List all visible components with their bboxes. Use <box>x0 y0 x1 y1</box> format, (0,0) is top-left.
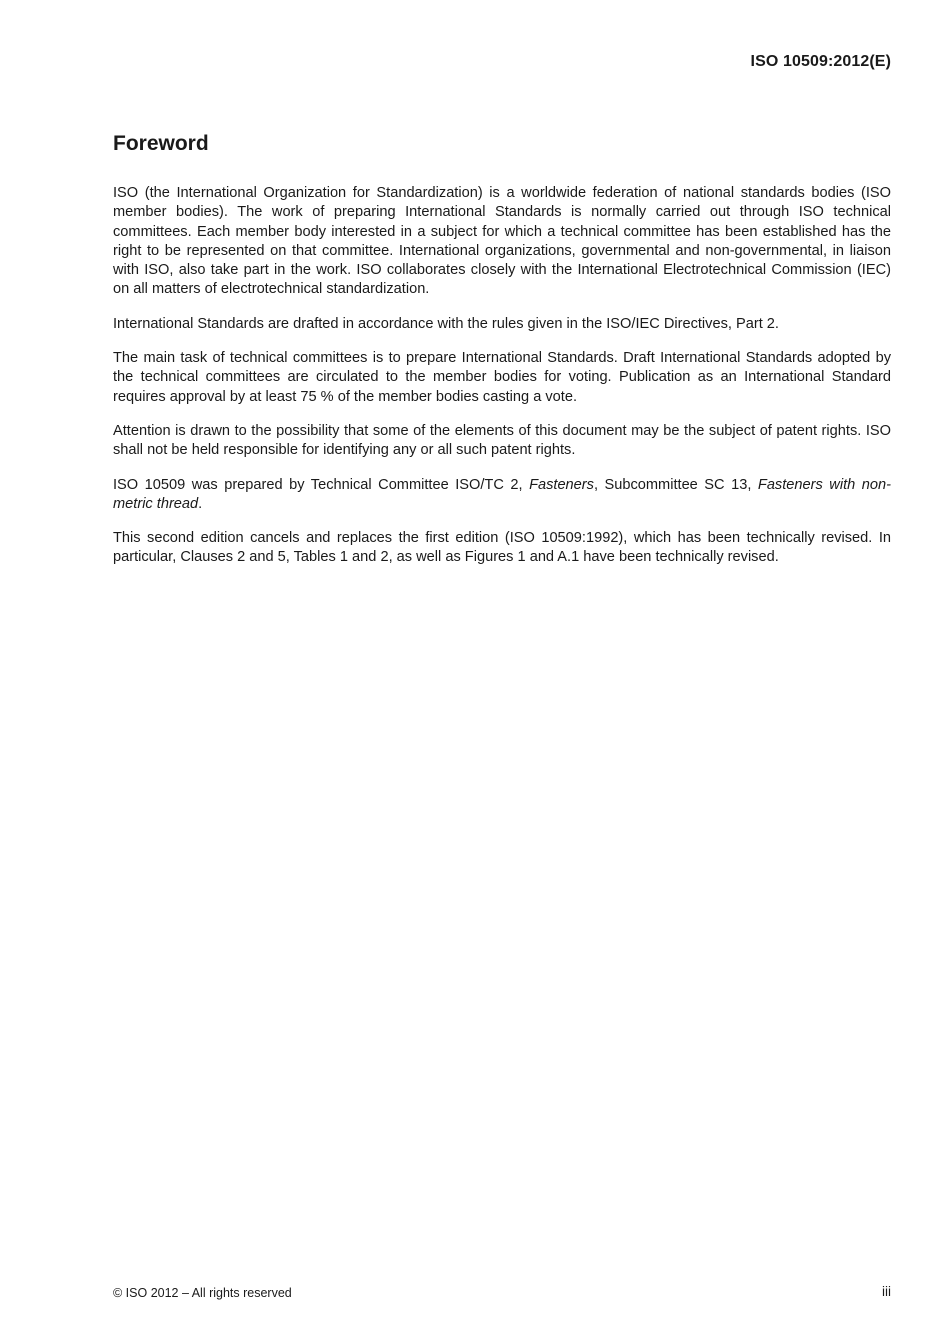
subcommittee-name-italic: Fasteners with non-metric thread <box>113 476 891 512</box>
paragraph-edition-note: This second edition cancels and replaces the first edition (ISO 10509:1992), which has been technically revised. In particular, Clauses 2 and 5, Tables 1 and 2, as well as Figures 1 and A.1 have been technically revised. <box>113 530 891 566</box>
paragraph-patent-rights: Attention is drawn to the possibility that some of the elements of this document may be the subject of patent rights. ISO shall not be held responsible for identifying any or all such patent rights. <box>113 422 891 459</box>
prepared-by-text-2: , Subcommittee SC 13, <box>593 476 758 493</box>
paragraph-prepared-by <box>113 476 891 515</box>
paragraph-directives: International Standards are drafted in accordance with the rules given in the ISO/IEC Directives, Part 2. <box>113 315 779 332</box>
page-title: Foreword <box>113 132 209 155</box>
prepared-by-text-1: ISO 10509 was prepared by Technical Committee ISO/TC 2, <box>113 476 530 493</box>
paragraph-iso-intro: ISO (the International Organization for Standardization) is a worldwide federation of national standards bodies (ISO member bodies). The work of preparing International Standards is normally carried out through ISO technical committees. Each member body interested in a subject for which a technical committee has been established has the right to be represented on that committee. International organizations, governmental and non-governmental, in liaison with ISO, also take part in the work. ISO collaborates closely with the International Electrotechnical Commission (IEC) on all matters of electrotechnical standardization. <box>113 185 891 298</box>
page-number: iii <box>882 1284 891 1299</box>
foreword-section <box>113 130 891 583</box>
copyright-footer: © ISO 2012 – All rights reserved <box>113 1286 292 1300</box>
document-id-header: ISO 10509:2012(E) <box>750 53 891 70</box>
paragraph-committee-task: The main task of technical committees is to prepare International Standards. Draft International Standards adopted by the technical committees are circulated to the member bodies for voting. Publication as an International Standard requires approval by at least 75 % of the member bodies casting a vote. <box>113 350 891 405</box>
committee-name-italic: Fasteners <box>529 476 594 493</box>
prepared-by-text-3: . <box>198 495 203 512</box>
